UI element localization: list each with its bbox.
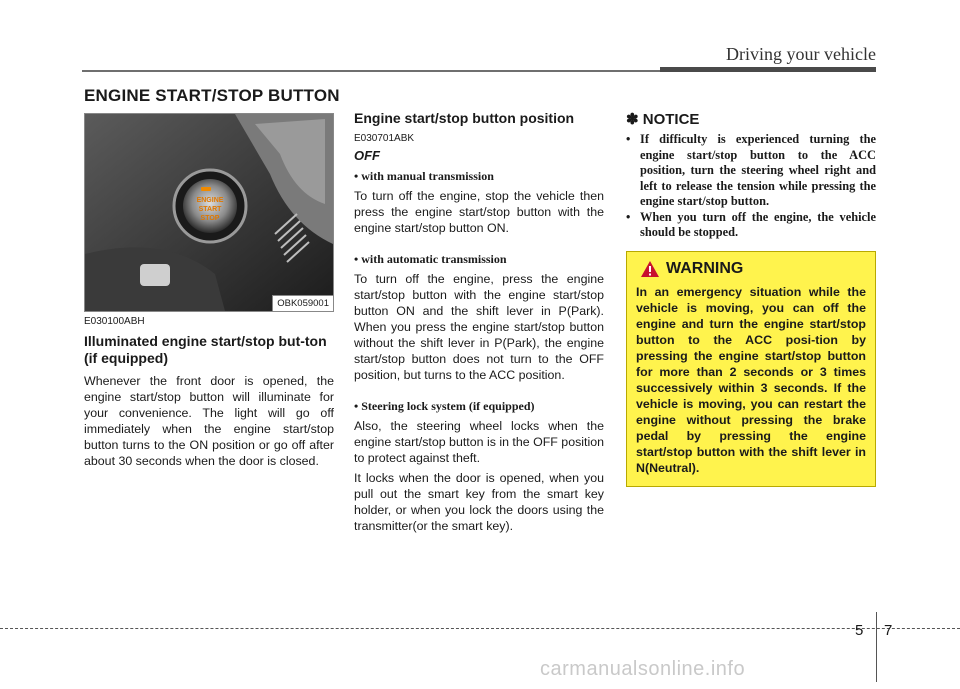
off-label: OFF: [354, 148, 380, 163]
warning-box: [626, 251, 876, 487]
steering-lock-text-2: It locks when the door is opened, when you pull out the smart key from the smart key holder, or when you lock the doors using the transmitter(or the smart key).: [354, 471, 604, 533]
header-title: Driving your vehicle: [726, 44, 876, 64]
chapter-number: 5: [855, 622, 864, 639]
button-position-section: [354, 110, 604, 534]
button-word-1: ENGINE: [196, 197, 224, 204]
notice-item: • If difficulty is experienced turning the engine start/stop button to the ACC position, turn the steering wheel right and left to release the tension while pressing the engine start/stop button.: [626, 132, 876, 208]
section-code: E030701ABK: [354, 133, 415, 144]
button-word-2: START: [198, 206, 222, 213]
header-rule: [82, 70, 662, 72]
dashboard-illustration: [85, 114, 333, 311]
warning-triangle-icon: [640, 260, 660, 278]
start-stop-button-photo: [84, 113, 334, 312]
automatic-transmission-text: To turn off the engine, press the engine start/stop button with the engine start/stop button ON and the shift lever in P(Park). When you press the engine start/stop button without the shift lever in P(Park), the engine start/stop button does not turn to the OFF position, but turns to the ACC position.: [354, 272, 604, 382]
warning-header: [640, 260, 866, 278]
page-number: 7: [884, 622, 893, 639]
button-word-3: STOP: [200, 215, 220, 222]
section-title: ENGINE START/STOP BUTTON: [84, 86, 340, 105]
notice-item: • When you turn off the engine, the vehicle should be stopped.: [626, 209, 876, 239]
photo-caption: OBK059001: [272, 295, 333, 311]
illuminated-button-heading: Illuminated engine start/stop but-ton (if equipped): [84, 333, 327, 366]
warning-text: In an emergency situation while the vehicle is moving, you can off the engine and turn the engine start/stop button to the ACC posi-tion by pressing the engine start/stop button for more than 2 seconds or 3 times successively within 3 seconds. If the vehicle is moving, you can restart the engine without pressing the brake pedal by pressing the engine start/stop button with the shift lever in N(Neutral).: [636, 285, 866, 475]
footer-divider: [876, 612, 877, 682]
notice-item-text: When you turn off the engine, the vehicle should be stopped.: [640, 209, 876, 239]
footer-rule: [0, 628, 960, 629]
button-position-heading: Engine start/stop button position: [354, 110, 575, 126]
notice-list: [626, 132, 876, 241]
steering-lock-label: • Steering lock system (if equipped): [354, 399, 535, 413]
warning-title: WARNING: [666, 260, 744, 277]
header-rule-accent: [660, 67, 876, 72]
manual-transmission-text: To turn off the engine, stop the vehicle then press the engine start/stop button with the engine start/stop button ON.: [354, 189, 604, 235]
notice-section: [626, 110, 876, 241]
illuminated-button-section: [84, 316, 334, 469]
notice-title: ✽ NOTICE: [626, 111, 700, 128]
illuminated-button-text: Whenever the front door is opened, the engine start/stop button will illuminate for your convenience. The light will go off immediately when the engine start/stop button turns to the ON position or go off after about 30 seconds when the door is closed.: [84, 374, 334, 468]
notice-item-text: If difficulty is experienced turning the engine start/stop button to the ACC position, turn the steering wheel right and left to release the tension while pressing the engine start/stop button.: [640, 132, 876, 208]
watermark: carmanualsonline.info: [540, 658, 746, 680]
automatic-transmission-label: • with automatic transmission: [354, 252, 507, 266]
steering-lock-text-1: Also, the steering wheel locks when the engine start/stop button is in the OFF position to protect against theft.: [354, 419, 605, 465]
manual-transmission-label: • with manual transmission: [354, 169, 494, 183]
section-code: E030100ABH: [84, 316, 145, 327]
